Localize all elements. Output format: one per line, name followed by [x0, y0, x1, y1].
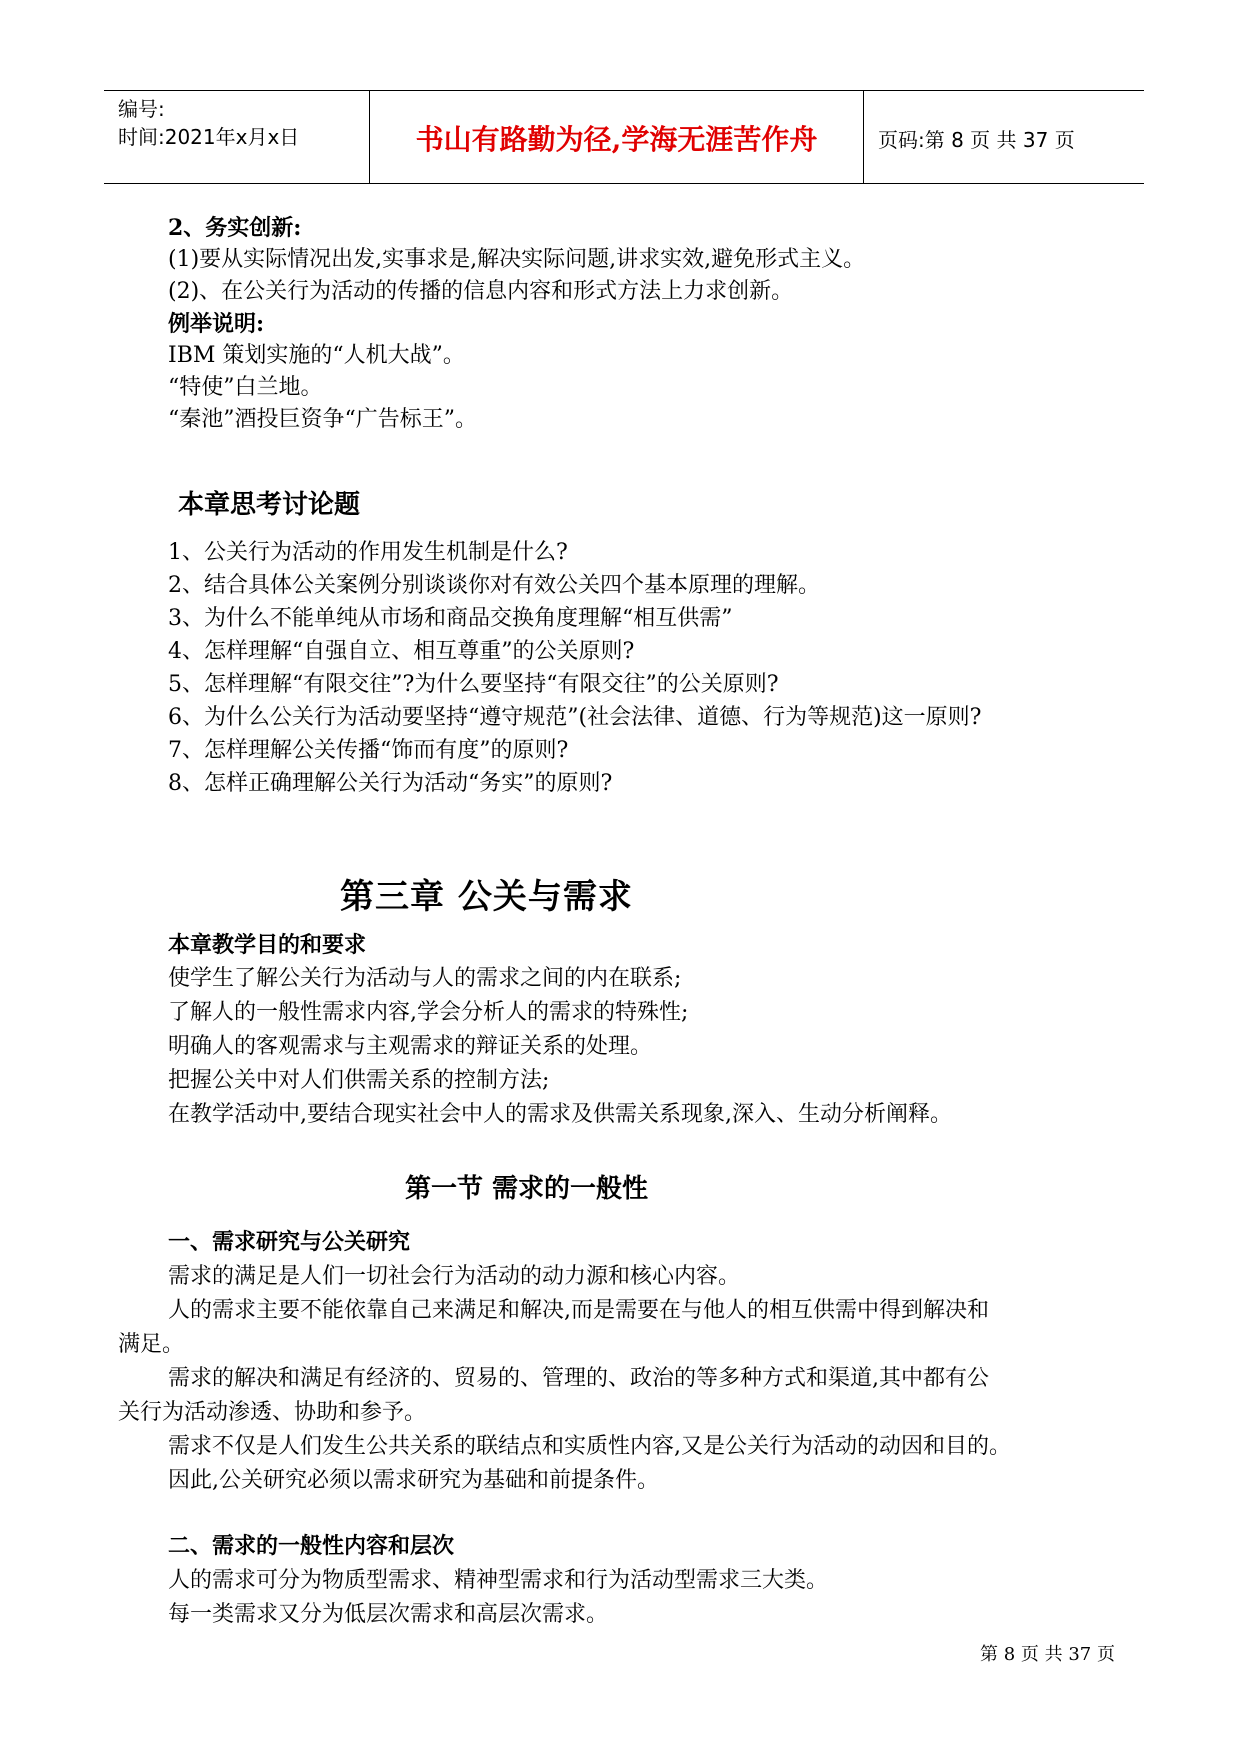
discussion-question: 5、怎样理解“有限交往”?为什么要坚持“有限交往”的公关原则? — [168, 672, 779, 697]
body-line: 需求不仅是人们发生公共关系的联结点和实质性内容,又是公关行为活动的动因和目的。 — [168, 1434, 1011, 1459]
body-line: 需求的解决和满足有经济的、贸易的、管理的、政治的等多种方式和渠道,其中都有公 — [168, 1366, 989, 1391]
discussion-question: 1、公关行为活动的作用发生机制是什么? — [168, 540, 568, 565]
body-line: 人的需求主要不能依靠自己来满足和解决,而是需要在与他人的相互供需中得到解决和 — [168, 1298, 989, 1323]
discussion-question: 8、怎样正确理解公关行为活动“务实”的原则? — [168, 771, 613, 796]
chapter-title: 第三章 公关与需求 — [340, 877, 633, 917]
example-item: “秦池”酒投巨资争“广告标王”。 — [168, 407, 477, 432]
example-item: “特使”白兰地。 — [168, 375, 323, 400]
example-item: IBM 策划实施的“人机大战”。 — [168, 343, 465, 368]
page-indicator: 页码:第 8 页 共 37 页 — [878, 128, 1075, 152]
practical-item: (2)、在公关行为活动的传播的信息内容和形式方法上力求创新。 — [168, 279, 794, 304]
body-line: 需求的满足是人们一切社会行为活动的动力源和核心内容。 — [168, 1264, 741, 1289]
example-heading: 例举说明: — [168, 311, 265, 337]
practical-heading: 2、务实创新: — [168, 215, 302, 241]
motto-text: 书山有路勤为径,学海无涯苦作舟 — [415, 123, 818, 156]
objectives-heading: 本章教学目的和要求 — [168, 933, 367, 958]
objective-item: 了解人的一般性需求内容,学会分析人的需求的特殊性; — [168, 1000, 689, 1025]
part2-heading: 二、需求的一般性内容和层次 — [168, 1534, 455, 1559]
discussion-question: 2、结合具体公关案例分别谈谈你对有效公关四个基本原理的理解。 — [168, 573, 820, 598]
body-line: 关行为活动渗透、协助和参予。 — [118, 1400, 427, 1425]
body-line: 每一类需求又分为低层次需求和高层次需求。 — [168, 1602, 609, 1627]
body-line: 因此,公关研究必须以需求研究为基础和前提条件。 — [168, 1468, 659, 1493]
practical-item: (1)要从实际情况出发,实事求是,解决实际问题,讲求实效,避免形式主义。 — [168, 247, 866, 272]
section-title: 第一节 需求的一般性 — [405, 1174, 649, 1204]
part1-heading: 一、需求研究与公关研究 — [168, 1230, 411, 1255]
discussion-title: 本章思考讨论题 — [178, 490, 361, 520]
time-label: 时间:2021年x月x日 — [118, 125, 300, 149]
discussion-question: 3、为什么不能单纯从市场和商品交换角度理解“相互供需” — [168, 606, 733, 631]
objective-item: 把握公关中对人们供需关系的控制方法; — [168, 1068, 550, 1093]
discussion-question: 7、怎样理解公关传播“饰而有度”的原则? — [168, 738, 569, 763]
discussion-question: 4、怎样理解“自强自立、相互尊重”的公关原则? — [168, 639, 635, 664]
objective-item: 使学生了解公关行为活动与人的需求之间的内在联系; — [168, 966, 682, 991]
number-label: 编号: — [118, 97, 165, 121]
body-line: 人的需求可分为物质型需求、精神型需求和行为活动型需求三大类。 — [168, 1568, 829, 1593]
objective-item: 明确人的客观需求与主观需求的辩证关系的处理。 — [168, 1034, 653, 1059]
document-header — [104, 90, 1144, 184]
header-page-cell — [864, 91, 1144, 183]
header-motto-cell — [370, 91, 864, 183]
page-footer: 第 8 页 共 37 页 — [980, 1644, 1115, 1665]
header-info-cell — [104, 91, 370, 183]
objective-item: 在教学活动中,要结合现实社会中人的需求及供需关系现象,深入、生动分析阐释。 — [168, 1102, 952, 1127]
body-line: 满足。 — [118, 1332, 185, 1357]
discussion-question: 6、为什么公关行为活动要坚持“遵守规范”(社会法律、道德、行为等规范)这一原则? — [168, 705, 982, 730]
